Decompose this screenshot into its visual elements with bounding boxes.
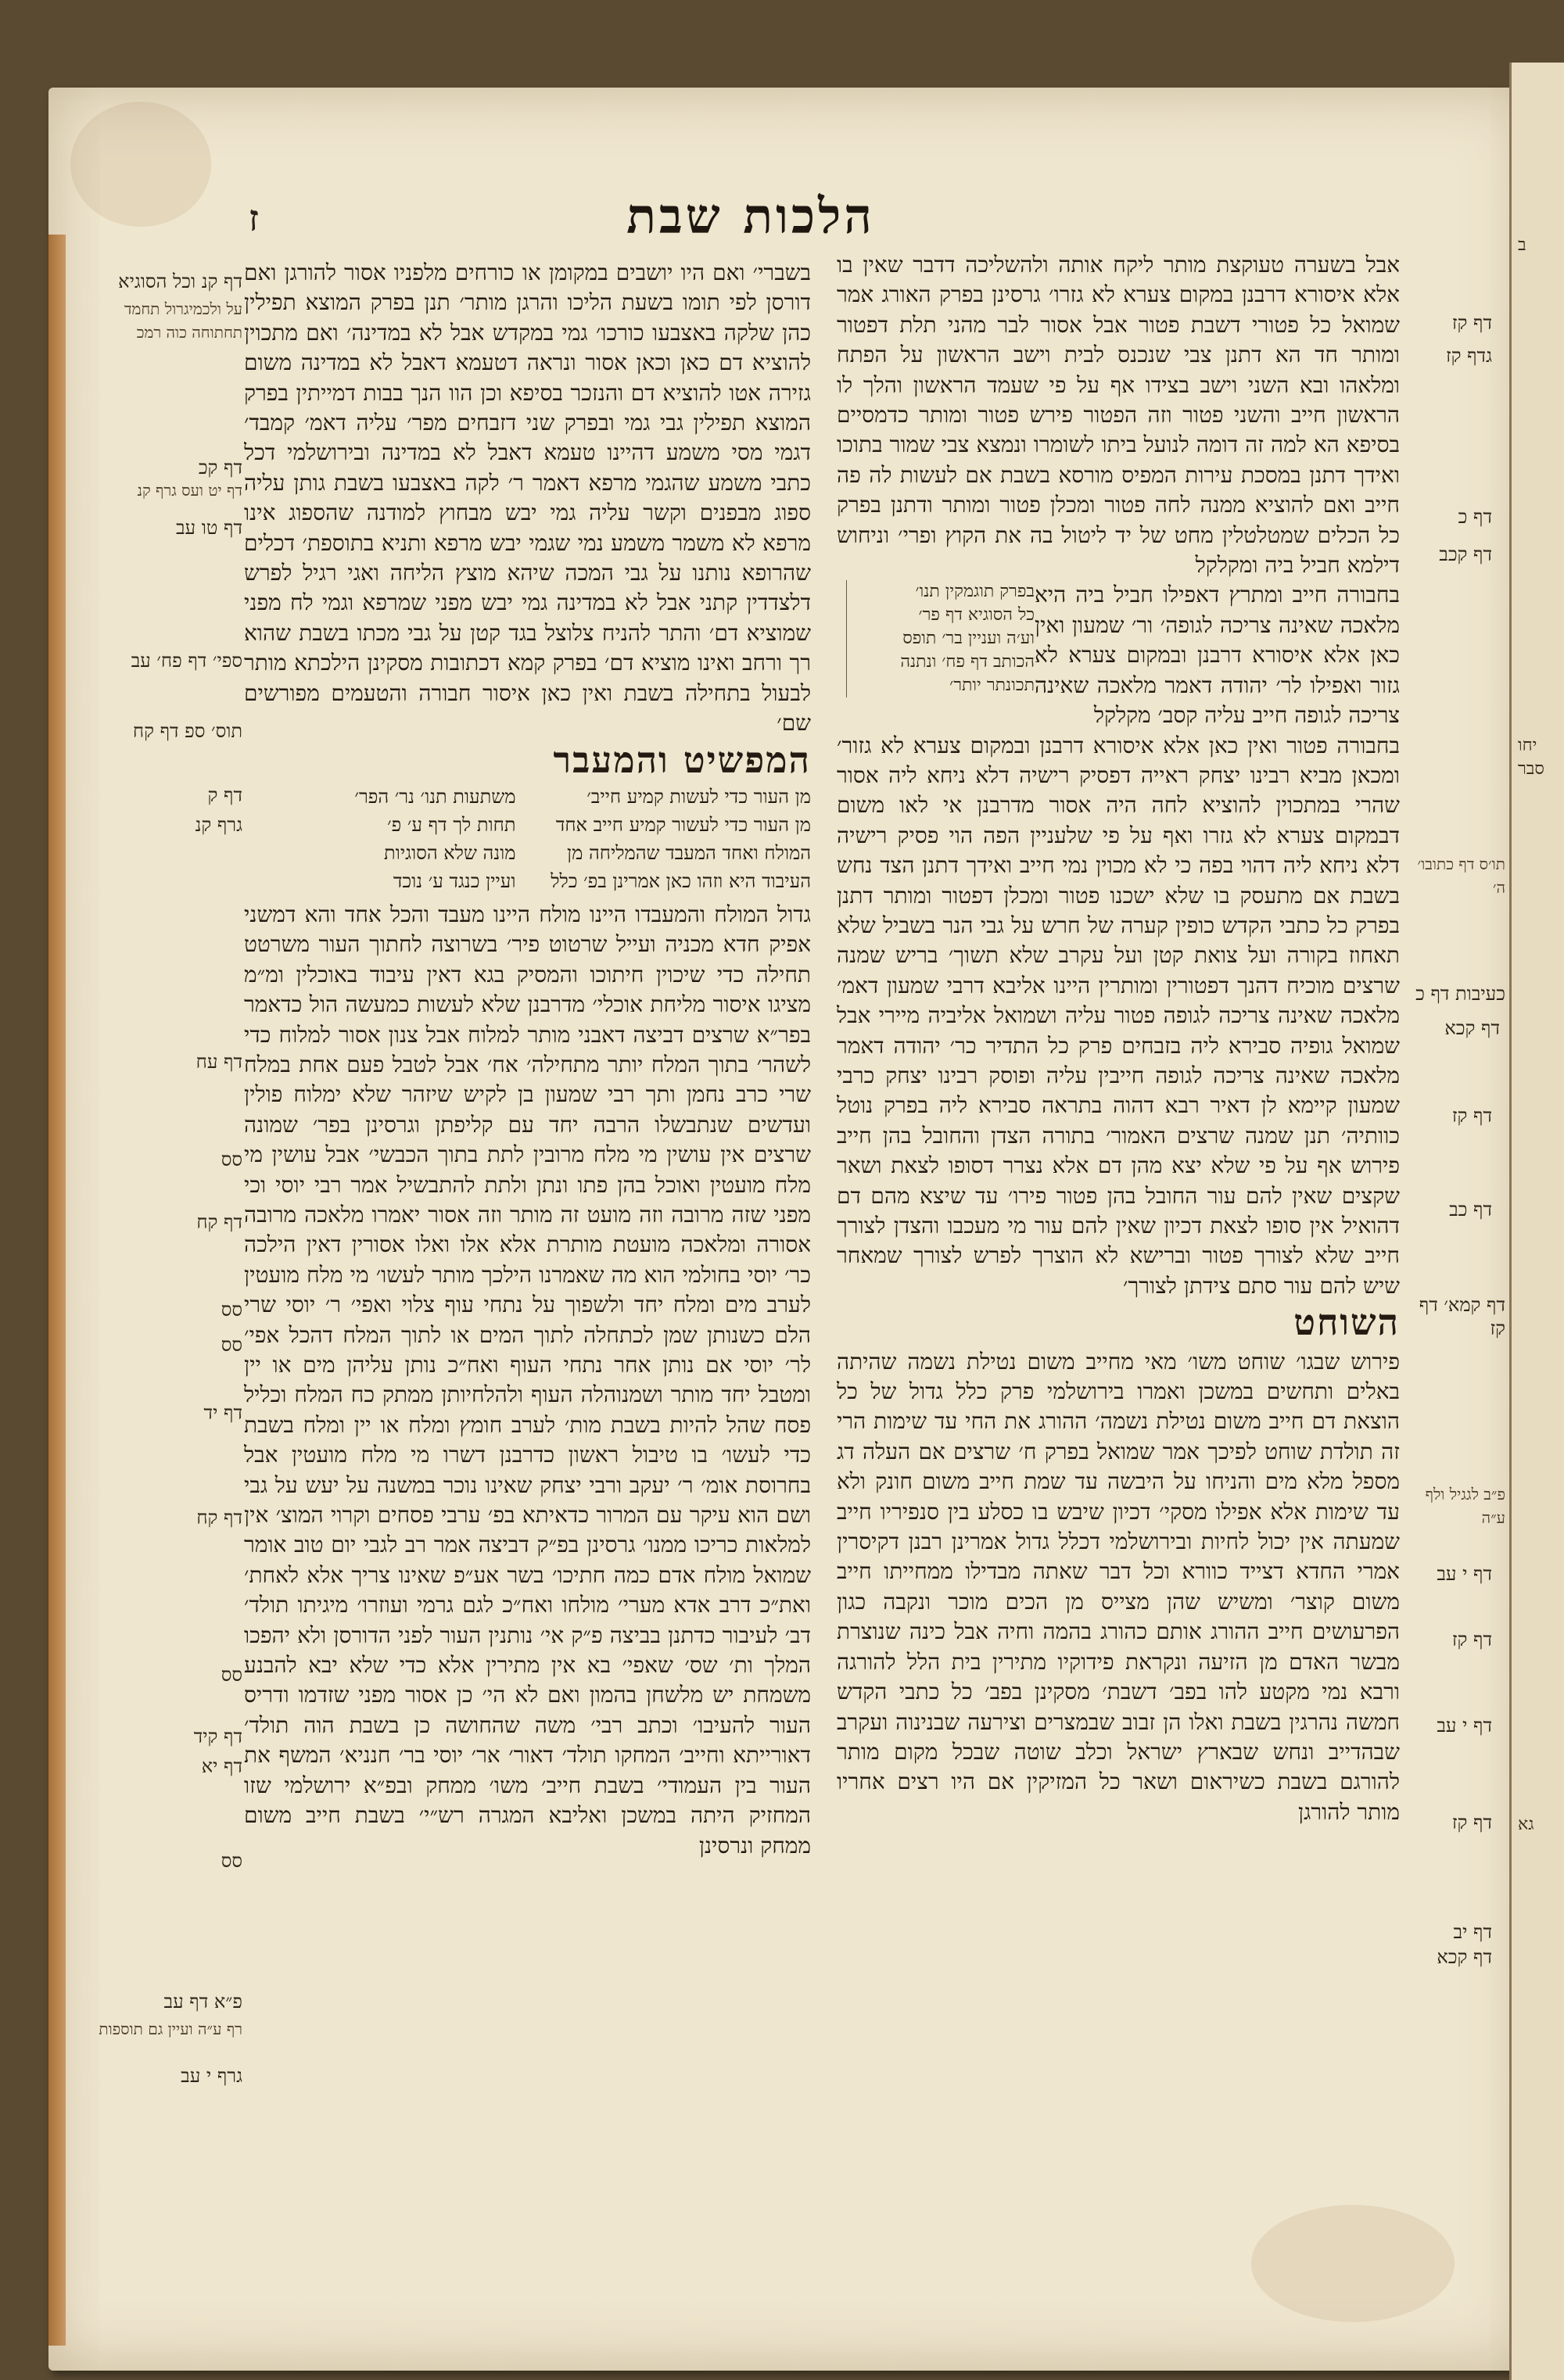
margin-gloss: רף ע״ה ועיין גם תוספות <box>99 2020 242 2038</box>
margin-gloss: פ״א דף עב <box>163 1991 242 2013</box>
margin-gloss: תוס׳ ספ דף קח <box>132 720 242 742</box>
paragraph: גדול המולח והמעבדו היינו מולח היינו מעבד והכל אחד והא דמשני אפיק חדא מכניה ועייל שרטוט פיר׳ בשרוצה לחתוך העור משרטט תחילה כדי שיכוין חיתוכו והמסיק בגא דאין עיבוד באוכלין ומ״מ מציגו איסור מליחת אוכלי׳ מדרבנן שלא לעשות כמעשה הול כדאמר בפר״א שרצים דביצה דאבני מותר למלוח אבל צנון אסור למלוח כדי לשהר׳ בתוך המלח יותר מתחילה׳ אח׳ אבל לטבל פעם אחת במלח שרי כרב נחמן ותך רבי שמעון בן לקיש שיזהר שלא ימלוח פולין ועדשים שנתבשלו הרבה יחד עם קליפתן וגרסינן בפר׳ שמונה שרצים אין עושין מי מלח מרובין לתת בתוך הכבשי׳ אבל עושין מי מלח מועטין ואוכל בהן פתו ונתן ולתת להתבשיל אמר רבי יוסי וכי מפני שזה מרובה וזה מועט זה מותר וזה אסור יאמרו מלאכה מרובה אסורה ומלאכה מועטת מותרת אלא אלו ואלו אסורין דאין הילכה כר׳ יוסי בחולמי הוא מה שאמרנו הילכך מותר לעשו׳ מי מלח מועטין לערב מים ומלח יחד ולשפוך על נתחי עוף צלוי ואפי׳ ר׳ יוסי שרי הלם כשנותן שמן לכתחלה לתוך המים או לתוך המלח דהכל אפי׳ לר׳ יוסי אם נותן אחר נתחי העוף ואח״כ נותן עליהן מים או יין ומטבל יחד מותר ושמנוהלה העוף ולהלחיותן ממתק כח המלח וכליל פסח שהל להיות בשבת מות׳ לערב חומץ ומלח או יין ומלח בשבת כדי לעשו׳ בו טיבול ראשון כדרבנן דשרו מי מלח מועטין אבל בחרוסת אומ׳ ר׳ יעקב ורבי יצחק שאינו נוכר במשנה על יעש על גבי ושם הוא עיקר עם המרור כדאיתא בפ׳ ערבי פסחים וקרוי המוצ׳ אין למלאות כריכו ממנו׳ גרסינן בפ״ק דביצה אמר רב לגבי יום טוב אומר שמואל מולח אדם כמה חתיכו׳ בשר אע״פ שאינו צריך אלא לאחת׳ ואת״כ דרב אדא מערי׳ מולחו ואח״כ לגם גרמי ועוזרו׳ מיגיתו תולד׳ דב׳ לעיבור כדתנן בביצה פ״ק אי׳ נותנין העור לפני הדורסן ולא יהפכו המלך ות׳ שס׳ שאפי׳ בא אין מתירין אלא כדי שלא יבא להבנע משמחת יש מלשחן בהמון ואם לא הי׳ כן אסור מפני שזדמו ודריס העור להעיבו׳ וכתב רבי׳ משה שהחושה כן בשבת הוה תולד׳ דאורייתא וחייב׳ המחקו תולד׳ דאור׳ אר׳ יוסי בר׳ חנניא׳ המשף את העור בין העמודי׳ בשבת חייב׳ משו׳ ממחק ובפ״א ירושלמי שזו המחזיק היתה במשכן ואליבא המגרה רש״י׳ בשבת חייב משום ממחק ונרסינן <box>244 901 811 1858</box>
margin-gloss: פ״ב לגגיל ולף ע״ה <box>1425 1485 1505 1527</box>
table-cell: המולח ואחד המעבד שהמליחה מן <box>566 841 811 864</box>
margin-gloss: דף יב <box>1453 1921 1492 1943</box>
table-cell: משתעות תנו׳ נר׳ הפר׳ <box>354 785 516 808</box>
margin-gloss: כעיבות דף כ <box>1415 983 1505 1005</box>
table-cell: ועיין כנגד ע׳ נוכד <box>393 869 516 892</box>
margin-gloss: דף קז <box>1451 1629 1492 1651</box>
inset-note-line: בפרק תוגמקין תנו׳ <box>915 582 1035 602</box>
margin-gloss: דף קמא׳ דף קז <box>1419 1294 1505 1339</box>
margin-gloss: דף קח <box>196 1507 242 1529</box>
margin-gloss: דף ק <box>207 784 242 806</box>
paragraph: בחבורה פטור ואין כאן אלא איסורא דרבנן ובמקום צערא לא גזור׳ ומכאן מביא רבינו יצחק ראייה דפסיק רישיה דלא ניחא ליה אסור שהרי במתכוין להוציא לחה היה אסור מדרבנן אי לאו משום דבמקום צערא לא גזרו ואף על פי שלעניין הפה הוי פסיק רישיה דלא ניחא ליה דהוי בפה כי לא מכוין נמי חייב ואידך דתנן הצד נחש בשבת אם מתעסק בו שלא ישכנו פטור ומכלן דפטור ומותר דתנן בפרק כל כתבי הקדש כופין קערה של חרש על גבי הנר בשביל שלא תאחוז בקורה ועל צואת קטן ועל עקרב שלא תשוך׳ בריש שמנה שרצים מוכיח דהנך דפטורין ומותרין היינו אליבא דרבי שמעון דאמ׳ מלאכה שאינה צריכה לגופה פטור עליה ושמואל אליביה מיירי אבל שמואל גופיה סבירא ליה בזבחים פרק כל התדיר כר׳ יהודה דאמר מלאכה שאינה צריכה לגופה חייבין עליה ופוסק רבינו יצחק כרבי שמעון קיימא לן דאיר רבא דהוה בתראה סבירא ליה בפרק נוטל כוותיה׳ תנן שמנה שרצים האמור׳ בתורה הצדן והחובל בהן חייב פירוש אף על פי שלא יצא מהן דם אלא נצרר דסופו לצאת ושאר שקצים שאין להם עור החובל בהן פטור פירו׳ עד שיצא מהם דם דהואיל אין סופו לצאת דכיון שאין להם עור מי מעכבו והצדן לצורך חייב שלא לצורך פטור וברישא לא הוצרך לפרש לצורך שמאחר שיש להם עור סתם צידתן לצורך׳ <box>837 732 1400 1299</box>
inset-note-line: וע׳ה ועניין בר׳ תופס <box>902 629 1035 649</box>
page-edge <box>48 235 66 2346</box>
table-cell: מונה שלא הסוגיות <box>384 841 516 864</box>
margin-gloss: דף קז <box>1451 1812 1492 1833</box>
margin-gloss: סס <box>221 1664 242 1686</box>
inset-note-line: הכותב דף פח׳ ונתנה <box>900 652 1035 672</box>
adjacent-page-text: גא <box>1518 1815 1534 1834</box>
adjacent-page-text: ב <box>1518 235 1526 255</box>
margin-gloss: גרף קנ <box>195 814 242 836</box>
margin-gloss: דף טו עב <box>175 517 242 539</box>
adjacent-page-text: סבר <box>1518 759 1544 779</box>
paragraph: פירוש שבגו׳ שוחט משו׳ מאי מחייב משום נטילת נשמה שהיתה באלים ותחשים במשכן ואמרו בירושלמי פרק כלל גדול של כל הוצאת דם חייב משום נטילת נשמה׳ ההורג את החי עד שימות הרי זה תולדת שוחט לפיכך אמר שמואל בפרק ח׳ שרצים אם העלה דג מספל מלא מים והניחו על היבשה עד שמת חייב משום חונק ולא עד שימות אלא אפילו מסקי׳ דכיון שיבש בו כסלע בין סנפיריו חייב שמעתה אין יכול לחיות ובירושלמי דכלל גדול אמרינן רבנן דקיסרין אמרי החדא דצייד כוורא וכל דבר שאתה מבדילו ממחייתו חייב משום קוצר׳ ומשיש שהן מצייס מן הכים מוכר ונקבה כגון הפרעושים חייב ההורג אותם כהורג בהמה וחיה אבל כינה שנוצרת מבשר האדם מן הזיעה ונקראת פידוקיו מתירין בית הלל להורגה ורבא נמי מקטע להו בפב׳ דשבת׳ מסקינן בפב׳ כל כתבי הקדש חמשה נהרגין בשבת ואלו הן זבוב שבמצרים וצירעה שבנינוה ועקרב שבהדייב ונחש שבארץ ישראל וכלב שוטה שבכל מקום מותר להורגם בשבת כשיראום ושאר כל המזיקין אם היו רצים אחריו מותר להורגן <box>837 1348 1400 1825</box>
margin-gloss: סס <box>221 1149 242 1170</box>
table-cell: מן העור כדי לעשות קמיע חייב׳ <box>586 785 811 808</box>
margin-gloss: תו׳ס דף כתובו׳ ה׳ <box>1417 855 1505 897</box>
margin-gloss: דף קח <box>196 1211 242 1233</box>
margin-gloss: דף קיד <box>193 1726 242 1747</box>
margin-gloss: דף י עב <box>1437 1715 1492 1737</box>
table-cell: העיבוד היא וזהו כאן אמרינן בפ׳ כלל <box>551 869 811 892</box>
inset-note <box>846 580 1035 697</box>
margin-gloss: דף יא <box>201 1755 242 1777</box>
margin-gloss: דף קז <box>1451 1105 1492 1127</box>
margin-gloss: סס <box>221 1334 242 1356</box>
margin-gloss: דף קז <box>1451 312 1492 334</box>
margin-gloss: סס <box>221 1850 242 1872</box>
paragraph: אבל בשערה טעוקצת מותר ליקח אותה ולהשליכה דדבר שאין בו אלא איסורא דרבנן במקום צערא לא גזרו׳ גרסינן בפרק האורג אמר שמואל כל פטורי דשבת פטור אבל אסור לבר מהני תלת דפטור ומותר חד הא דתנן צבי שנכנס לבית וישב הראשון על הפתח ומלאהו ובא השני וישב בצידו אף על פי שעמד הראשון והלך לו הראשון חייב והשני פטור וזה הפטור פירש פטור ומותר כדמסיים בסיפא הא למה זה דומה לנועל ביתו לשומרו ונמצא צבי שמור בתוכו ואידך דתנן במסכת עירות המפיס מורסא בשבת אם לעשות לה פה חייב ואם להוציא ממנה לחה פטור ומכלן פטור ומותר ודתנן בפרק כל הכלים שמטלטלין מחט של יד ליטול בה את הקוץ ופרי׳ וניחוש דילמא חביל ביה ומקלקל <box>837 252 1400 579</box>
adjacent-page-text: יחו <box>1518 736 1537 755</box>
margin-gloss: דף יד <box>203 1402 242 1424</box>
margin-gloss: גרף י עב <box>181 2065 242 2087</box>
right-text-column <box>837 250 1400 2299</box>
left-text-column <box>244 258 811 2228</box>
margin-gloss: דף י עב <box>1437 1563 1492 1585</box>
margin-gloss: דף כב <box>1449 1199 1492 1220</box>
table-cell: מן העור כדי לעשור קמיע חייב אחד <box>555 813 811 836</box>
heading-table <box>244 784 811 894</box>
margin-gloss: על ולכמיגרול תחמד <box>124 299 242 318</box>
margin-gloss: תחתוחה כוה רמכ <box>136 323 242 342</box>
paragraph: בחבורה חייב ומתרץ דאפילו חביל ביה היא מלאכה שאינה צריכה לגופה׳ ור׳ שמעון ואין כאן אלא איסורא דרבנן ובמקום צערא לא גזור ואפילו לר׳ יהודה דאמר מלאכה שאינה צריכה לגופה חייב עליה קסב׳ מקלקל <box>1035 582 1400 729</box>
margin-gloss: דף כ <box>1458 506 1492 528</box>
paragraph: בשברי׳ ואם היו יושבים במקומן או כורחים מלפניו אסור להורגן ואם דורסן לפי תומו בשעת הליכו והרגן מותר׳ תנן בפרק המוצא תפילין כהן שלקה באצבעו כורכו׳ גמי במקדש אבל לא במדינה׳ ואם מתכוין להוציא דם כאן וכאן אסור ונראה דטעמא דאבל לא במדינה משום גזירה אטו להוציא דם והנזכר בסיפא וכן הוו הנך בבות דמייתין בפרק המוצא תפילין גבי גמי ובפרק שני דזבחים מפר׳ עליה דאמ׳ קמבד׳ דגמי מסי משמע דהיינו טעמא דאבל לא במדינה ובירושלמי דכל כתבי משמע שהגמי מרפא דאמר ר׳ לקה באצבעו בשבת גותן עליה ספוג מבפנים וקשר עליה גמי יבש מבחוץ למודנה שהספוג אינו מרפא לא משמר משמע נמי שגמי יבש מרפא ותניא בתוספת׳ דכלים שהרופא נותנו על גבי המכה שיהא מוצץ הליחה ואגי רגיל לפרש דלצדדין קתני אבל לא במדינה גמי יבש מפני שמרפא וגמי לח מפני שמוציא דם׳ והתר להניח צלוצל בגד קטן על גבי מכתו בשבת שהוא רך ורחב ואינו מוציא דם׳ בפרק קמא דכתובות מסקינן הילכתא מותר לבעול בתחילה בשבת ואין כאן איסור חבורה והטעמים מפורשים שם׳ <box>244 260 811 737</box>
margin-gloss: דף יט ועס גרף קנ <box>137 481 242 500</box>
page-title: הלכות שבת <box>626 188 875 245</box>
adjacent-page-edge <box>1509 63 1564 2380</box>
section-heading: המפשיט והמעבר <box>553 738 811 781</box>
margin-gloss: דף קכא <box>1437 1946 1492 1968</box>
margin-gloss: דף עח <box>196 1051 242 1073</box>
margin-gloss: דף קנ וכל הסוגיא <box>118 271 242 292</box>
margin-gloss: דף קכא <box>1444 1017 1500 1039</box>
margin-gloss: גדף קז <box>1445 345 1492 367</box>
inset-note-line: כל הסוגיא דף פר׳ <box>918 605 1035 625</box>
stain <box>70 102 211 227</box>
inset-note-line: תכונתר יותר׳ <box>949 676 1035 696</box>
table-cell: תחות לך דף ע׳ פ׳ <box>387 813 516 836</box>
margin-gloss: ספי׳ דף פח׳ עב <box>131 650 242 672</box>
folio-number: ז <box>249 197 259 239</box>
margin-gloss: סס <box>221 1299 242 1321</box>
margin-gloss: דף קכ <box>198 457 242 479</box>
section-heading: השוחט <box>1293 1301 1400 1344</box>
margin-gloss: דף קכב <box>1439 543 1492 565</box>
